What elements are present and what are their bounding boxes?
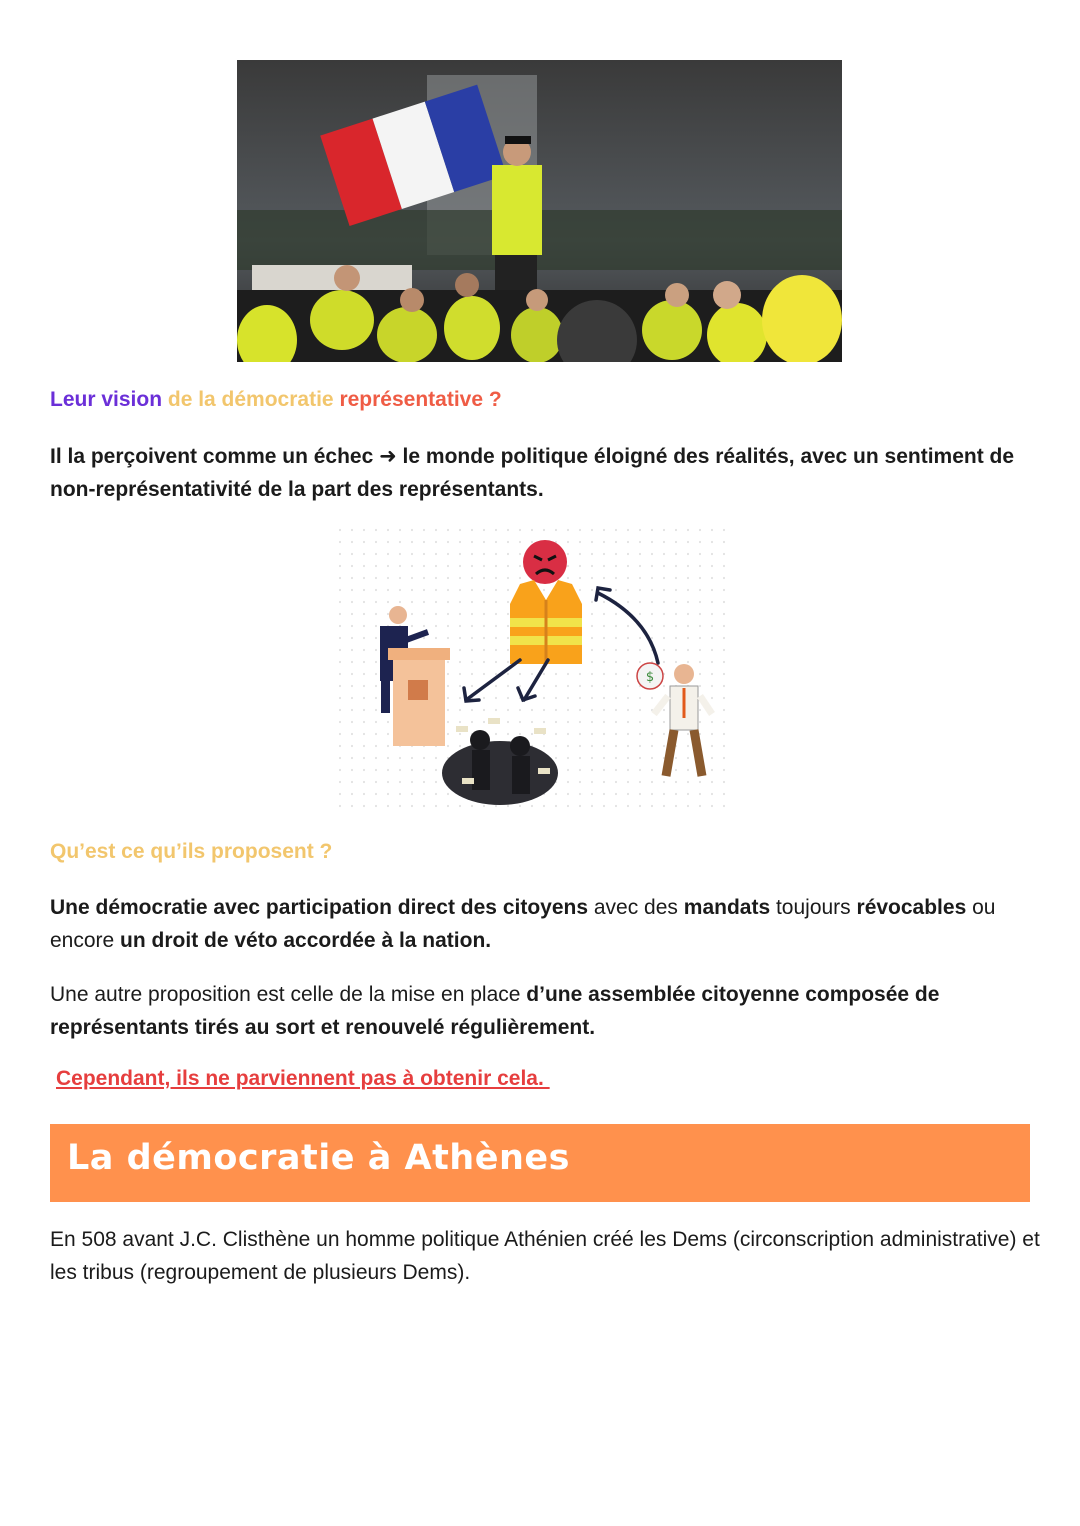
protest-photo bbox=[237, 60, 842, 362]
proposal-connector-1: avec des bbox=[588, 896, 684, 919]
proposal-paragraph-1 bbox=[50, 891, 1040, 957]
limitation-note: Cependant, ils ne parviennent pas à obtenir cela. bbox=[56, 1067, 550, 1090]
proposal-connector-2: toujours bbox=[770, 896, 857, 919]
question-part-democratie: de la démocratie bbox=[162, 388, 340, 411]
proposal-intro: Une autre proposition est celle de la mise en place bbox=[50, 983, 527, 1006]
angry-face-icon bbox=[523, 540, 567, 584]
question-part-leur-vision: Leur vision bbox=[50, 388, 163, 411]
proposal-veto: un droit de véto accordée à la nation. bbox=[120, 929, 492, 952]
svg-text:$: $ bbox=[645, 670, 655, 685]
proposal-paragraph-2 bbox=[50, 978, 1040, 1044]
representation-illustration bbox=[338, 528, 733, 810]
section-banner bbox=[50, 1124, 1030, 1202]
section-title: La démocratie à Athènes bbox=[67, 1138, 570, 1178]
proposal-assemblee: d’une assemblée citoyenne composée de représentants tirés au sort et renouvelé régulièrement. bbox=[50, 983, 940, 1039]
proposal-connector-3: ou encore bbox=[50, 896, 996, 952]
proposal-revocables: révocables bbox=[856, 896, 967, 919]
proposal-direct-participation: Une démocratie avec participation direct des citoyens bbox=[50, 896, 589, 919]
question-heading-proposals: Qu’est ce qu’ils proposent ? bbox=[50, 840, 333, 863]
proposal-mandats: mandats bbox=[683, 896, 771, 919]
athens-paragraph: En 508 avant J.C. Clisthène un homme politique Athénien créé les Dems (circonscription administrative) et les tribus (regroupement de plusieurs Dems). bbox=[50, 1228, 1040, 1284]
question-part-representative: représentative ? bbox=[339, 388, 502, 411]
vision-paragraph: Il la perçoivent comme un échec ➜ le monde politique éloigné des réalités, avec un sentiment de non-représentativité de la part des représentants. bbox=[50, 445, 1015, 501]
question-heading-vision bbox=[50, 388, 502, 412]
